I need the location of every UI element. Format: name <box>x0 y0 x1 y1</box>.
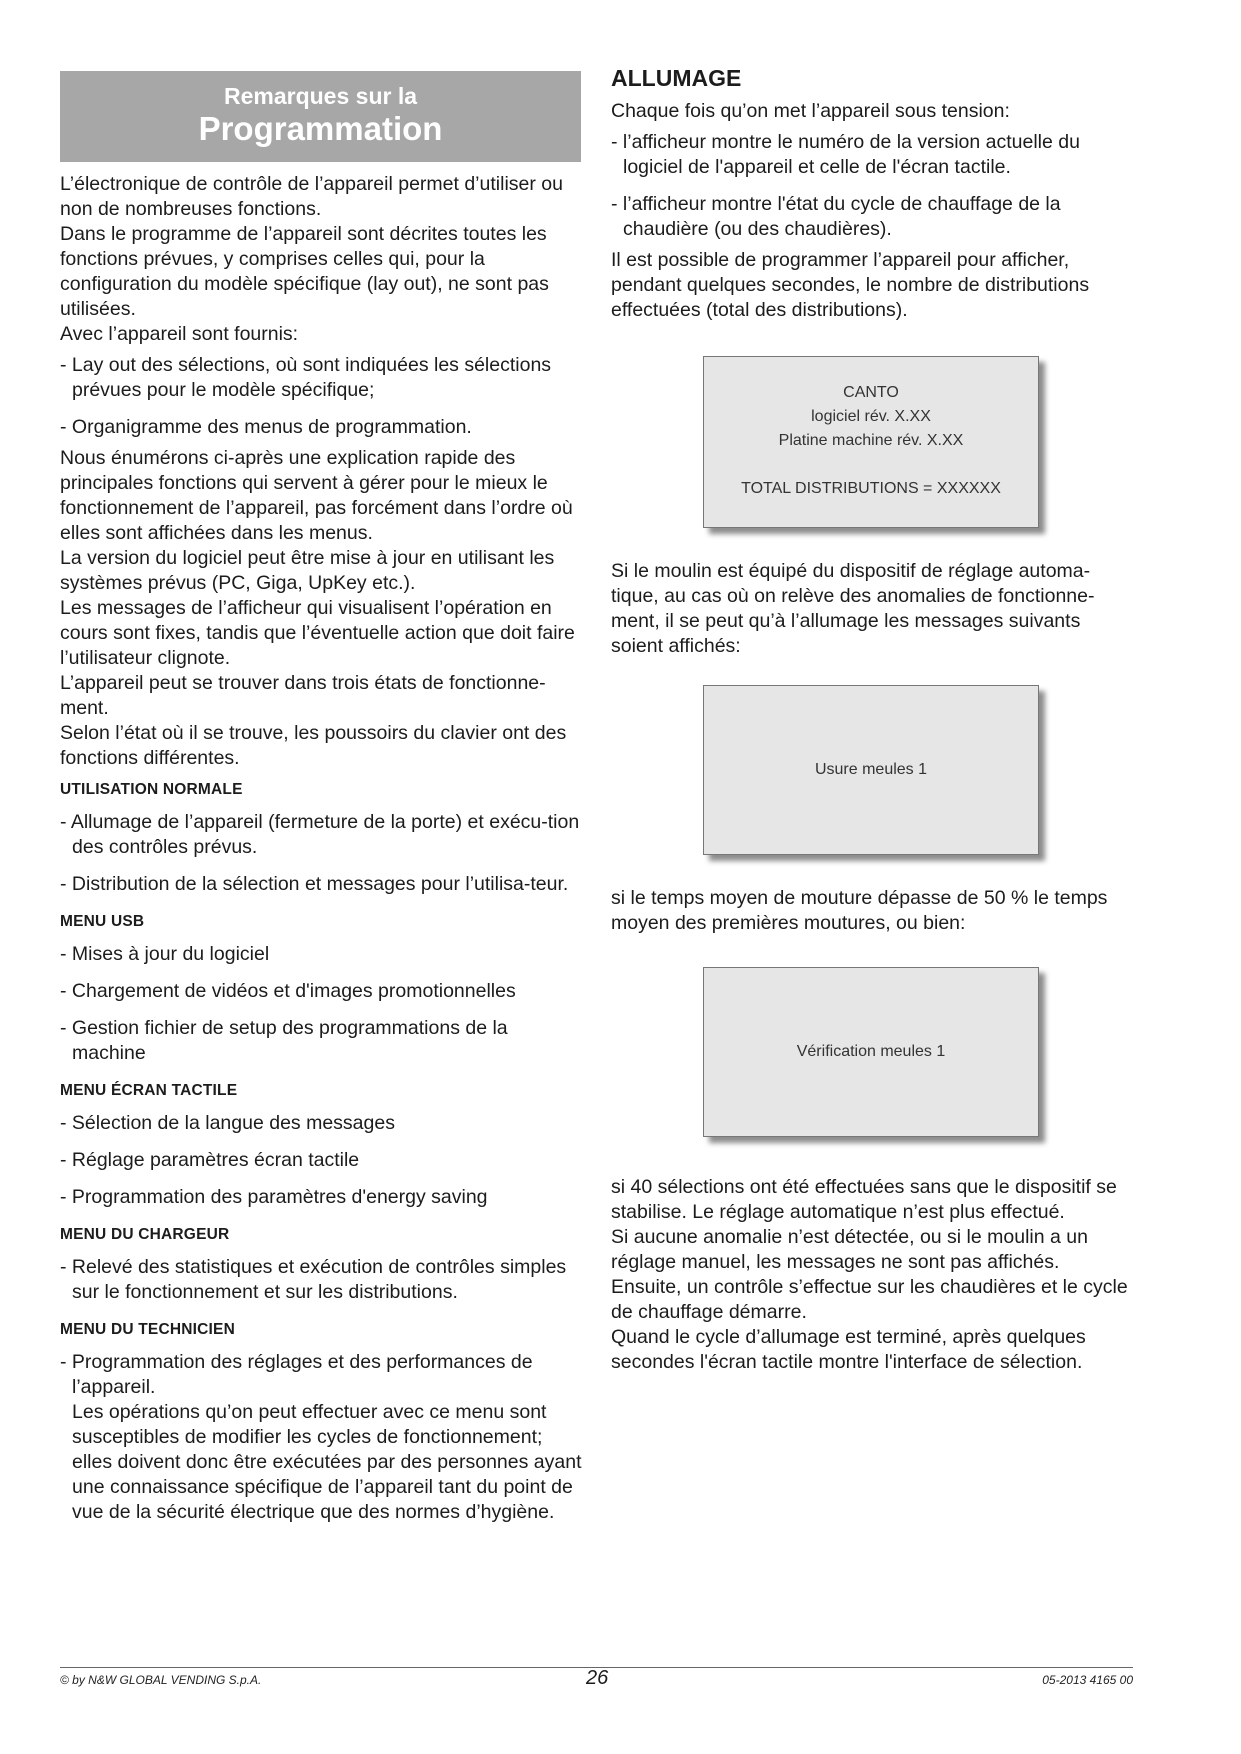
screen-line: logiciel rév. X.XX <box>811 408 931 425</box>
list-item: - Programmation des réglages et des performances de l’appareil. <box>60 1351 533 1398</box>
display-screen-verification <box>703 967 1039 1137</box>
screen-line: Usure meules 1 <box>814 761 928 778</box>
display-screen-version <box>703 356 1039 528</box>
intro-paragraph: Avec l’appareil sont fournis: <box>60 323 299 345</box>
list-item: - l’afficheur montre le numéro de la version actuelle du logiciel de l'appareil et celle de l'écran tactile. <box>611 131 1080 178</box>
screen-line: Platine machine rév. X.XX <box>778 432 964 449</box>
section-list <box>60 1350 582 1525</box>
list-item-continuation: Les opérations qu’on peut effectuer avec ce menu sont susceptibles de modifier les cycles de fonctionnement; elles doivent donc être exécutées par des personnes ayant une connaissance spécifique de l’appareil tant du point de vue de la sécurité électrique que des normes d’hygiène. <box>72 1401 582 1523</box>
list-item: - Organigramme des menus de programmation. <box>60 416 472 438</box>
list-item: - Gestion fichier de setup des programmations de la machine <box>60 1017 508 1064</box>
body-paragraph: Nous énumérons ci-après une explication rapide des principales fonctions qui servent à gérer pour le mieux le fonctionnement de l’appareil, pas forcément dans l’ordre où elles sont affichées dans les menus. <box>60 447 573 544</box>
mouture-paragraph: si le temps moyen de mouture dépasse de 50 % le temps moyen des premières moutures, ou bien: <box>611 887 1108 934</box>
footer-document-code: 05-2013 4165 00 <box>1042 1673 1133 1687</box>
list-item: - l’afficheur montre l'état du cycle de chauffage de la chaudière (ou des chaudières). <box>611 193 1061 240</box>
section-list <box>60 810 582 897</box>
section-heading: MENU DU TECHNICIEN <box>60 1321 235 1338</box>
intro-paragraph: Dans le programme de l’appareil sont décrites toutes les fonctions prévues, y comprises celles qui, pour la configuration du modèle spécifique (lay out), ne sont pas utilisées. <box>60 223 549 320</box>
section-heading: MENU DU CHARGEUR <box>60 1226 230 1243</box>
section-heading: UTILISATION NORMALE <box>60 781 243 798</box>
allumage-list <box>611 130 1133 242</box>
allumage-intro: Chaque fois qu’on met l’appareil sous tension: <box>611 100 1010 122</box>
left-column <box>60 172 582 1525</box>
section-heading: MENU USB <box>60 913 145 930</box>
supplied-list <box>60 353 582 440</box>
body-text <box>60 446 582 771</box>
body-paragraph: Les messages de l’afficheur qui visualisent l’opération en cours sont fixes, tandis que l’éventuelle action que doit faire l’utilisateur clignote. <box>60 597 575 669</box>
body-paragraph: Selon l’état où il se trouve, les poussoirs du clavier ont des fonctions différentes. <box>60 722 567 769</box>
footer-copyright: © by N&W GLOBAL VENDING S.p.A. <box>60 1673 262 1687</box>
closing-text <box>611 1175 1133 1375</box>
closing-paragraph: si 40 sélections ont été effectuées sans que le dispositif se stabilise. Le réglage automatique n’est plus effectué. <box>611 1176 1117 1223</box>
list-item: - Lay out des sélections, où sont indiquées les sélections prévues pour le modèle spécifique; <box>60 354 552 401</box>
section-list <box>60 1111 582 1210</box>
section-list <box>60 1255 582 1305</box>
moulin-paragraph: Si le moulin est équipé du dispositif de réglage automa-tique, au cas où on relève des anomalies de fonctionne-ment, il se peut qu’à l’allumage les messages suivants soient affichés: <box>611 560 1095 657</box>
intro-paragraph: L’électronique de contrôle de l’appareil permet d’utiliser ou non de nombreuses fonctions. <box>60 173 563 220</box>
list-item: - Relevé des statistiques et exécution de contrôles simples sur le fonctionnement et sur les distributions. <box>60 1256 567 1303</box>
screen-line: CANTO <box>843 384 899 401</box>
right-column-top <box>611 66 1133 323</box>
list-item: - Distribution de la sélection et messages pour l’utilisa-teur. <box>60 873 569 895</box>
list-item: - Programmation des paramètres d'energy saving <box>60 1186 488 1208</box>
list-item: - Mises à jour du logiciel <box>60 943 270 965</box>
title-big: Programmation <box>198 110 443 147</box>
distributions-paragraph: Il est possible de programmer l’appareil pour afficher, pendant quelques secondes, le nombre de distributions effectuées (total des distributions). <box>611 249 1090 321</box>
list-item: - Réglage paramètres écran tactile <box>60 1149 360 1171</box>
list-item: - Chargement de vidéos et d'images promotionnelles <box>60 980 516 1002</box>
screen-line: Vérification meules 1 <box>796 1043 946 1060</box>
section-title-box <box>60 71 581 162</box>
closing-paragraph: Si aucune anomalie n’est détectée, ou si le moulin a un réglage manuel, les messages ne sont pas affichés. <box>611 1226 1088 1273</box>
list-item: - Sélection de la langue des messages <box>60 1112 395 1134</box>
closing-paragraph: Ensuite, un contrôle s’effectue sur les chaudières et le cycle de chauffage démarre. <box>611 1276 1128 1323</box>
title-small: Remarques sur la <box>223 83 418 109</box>
page-number: 26 <box>586 1667 609 1689</box>
list-item: - Allumage de l’appareil (fermeture de la porte) et exécu-tion des contrôles prévus. <box>60 811 580 858</box>
screen-line: TOTAL DISTRIBUTIONS = XXXXXX <box>741 480 1001 497</box>
body-paragraph: La version du logiciel peut être mise à jour en utilisant les systèmes prévus (PC, Giga, UpKey etc.). <box>60 547 555 594</box>
section-heading: MENU ÉCRAN TACTILE <box>60 1082 238 1099</box>
section-list <box>60 942 582 1066</box>
display-screen-usure <box>703 685 1039 855</box>
closing-paragraph: Quand le cycle d’allumage est terminé, après quelques secondes l'écran tactile montre l'interface de sélection. <box>611 1326 1086 1373</box>
body-paragraph: L’appareil peut se trouver dans trois états de fonctionne-ment. <box>60 672 546 719</box>
allumage-heading: ALLUMAGE <box>611 65 742 91</box>
